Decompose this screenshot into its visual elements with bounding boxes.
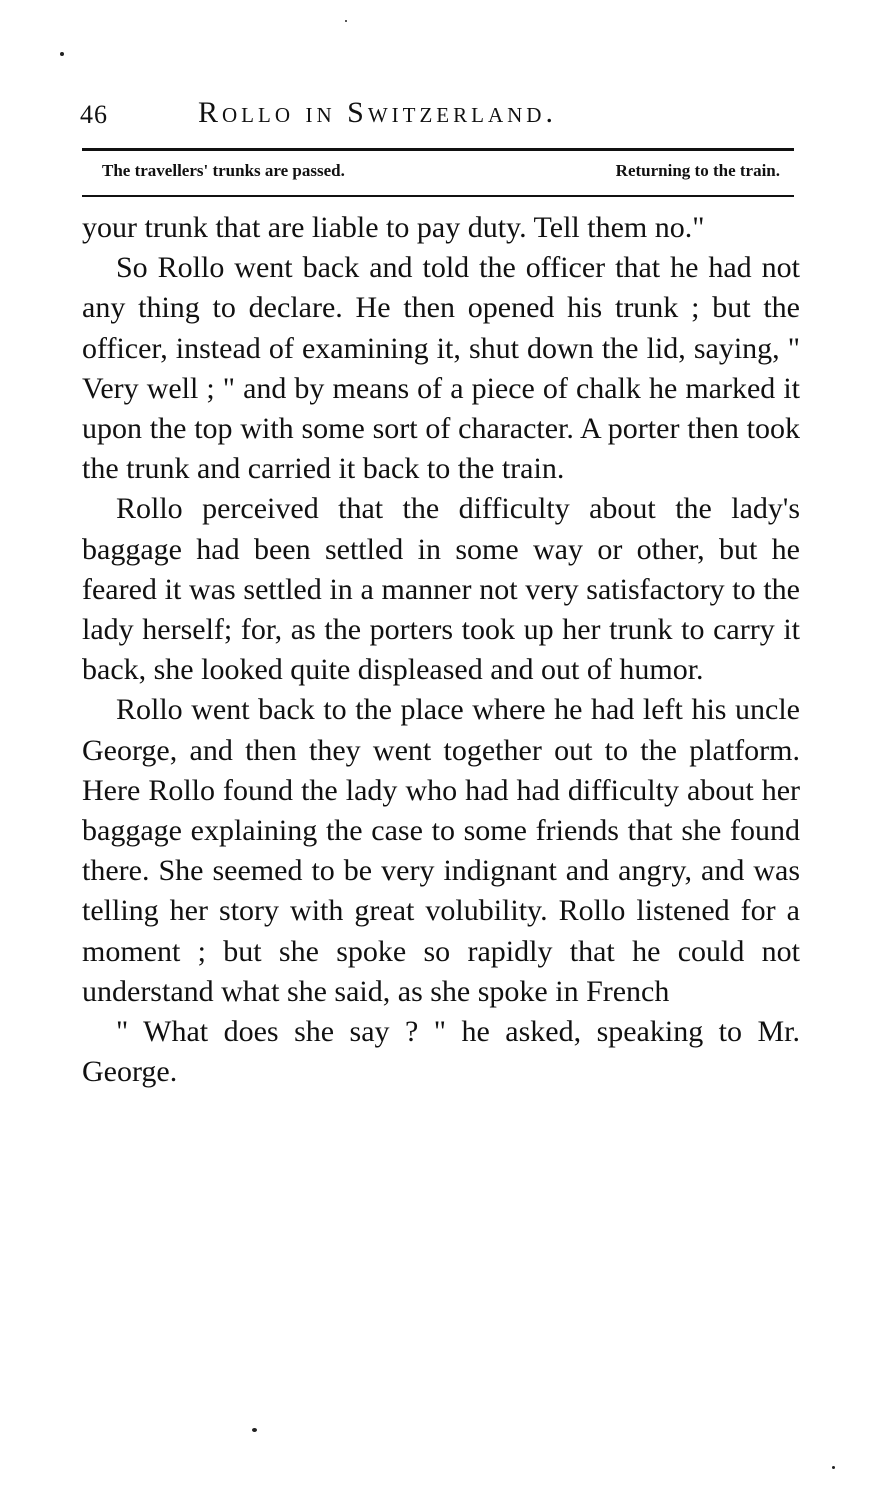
subheading-left: The travellers' trunks are passed. [102,161,345,180]
paragraph: Rollo went back to the place where he had left his uncle George, and then they went together out to the platform. Here Rollo found the lady who had had difficulty about her baggage explaining the case to some friends that she found there. She seemed to be very indignant and angry, and was telling her story with great volubility. Rollo listened for a moment ; but she spoke so rapidly that he could not understand what she said, as she spoke in French [82,693,800,1008]
paragraph: So Rollo went back and told the officer that he had not any thing to declare. He then opened his trunk ; but the officer, instead of examining it, shut down the lid, saying, " Very well ; " and by means of a piece of chalk he marked it upon the top with some sort of character. A porter then took the trunk and carried it back to the train. [82,251,800,486]
subheading-right: Returning to the train. [615,161,780,180]
scan-speck [60,52,64,56]
paragraph: " What does she say ? " he asked, speaking to Mr. George. [82,1015,800,1089]
paragraph: Rollo perceived that the difficulty about the lady's baggage had been settled in some way or other, but he feared it was settled in a manner not very satisfactory to the lady herself; for, as the porters took up her trunk to carry it back, she looked quite displeased and out of humor. [82,492,800,687]
book-title: Rollo in Switzerland. [198,96,557,129]
paragraph-continuation: your trunk that are liable to pay duty. Tell them no." [82,211,705,244]
running-head [80,96,800,136]
header-rule-top [82,148,794,151]
scan-speck [832,1466,835,1469]
header-rule-bottom [82,195,794,197]
scan-speck [345,20,347,22]
body-text [82,208,800,1092]
scan-speck [252,1428,257,1432]
page-number: 46 [80,100,108,129]
section-subheading [82,159,794,185]
